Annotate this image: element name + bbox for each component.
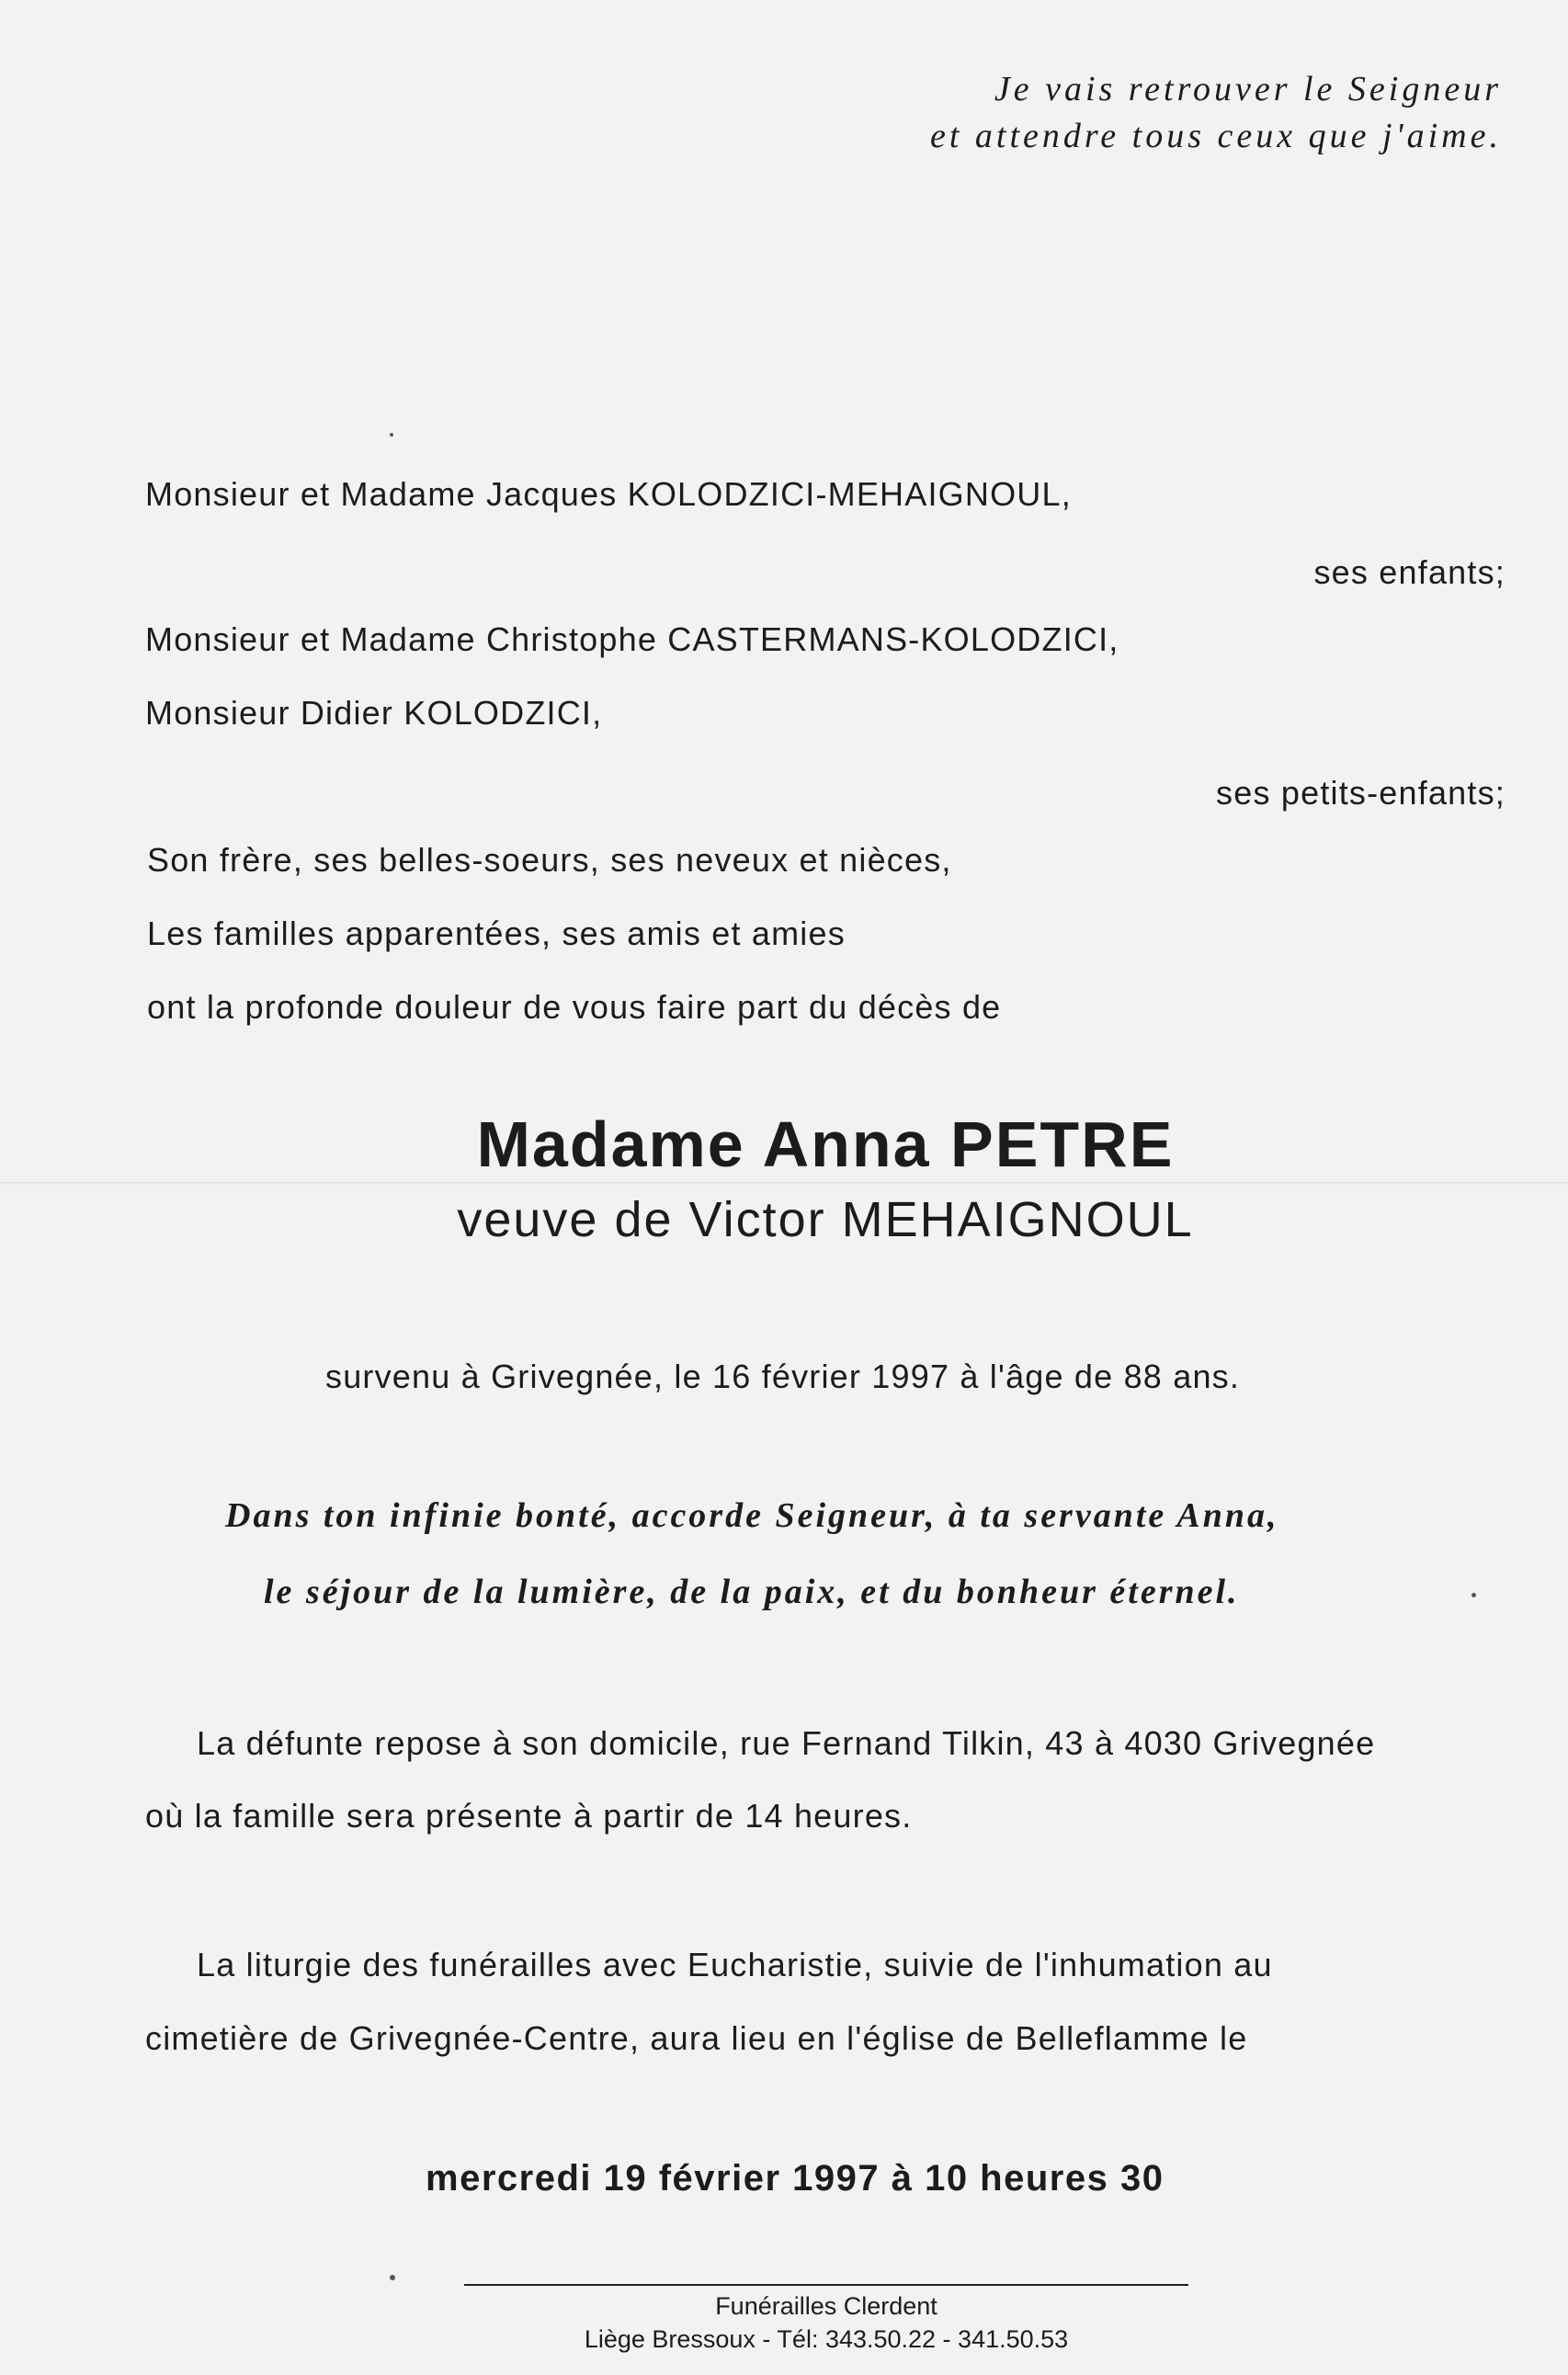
- footer-divider: [464, 2284, 1188, 2286]
- grandchild-names-2: Monsieur Didier KOLODZICI,: [145, 694, 603, 732]
- widow-of: veuve de Victor MEHAIGNOUL: [457, 1192, 1194, 1247]
- deceased-name: Madame Anna PETRE: [476, 1108, 1175, 1180]
- announcement-line: ont la profonde douleur de vous faire part du décès de: [147, 988, 1002, 1026]
- epigraph-line-1: Je vais retrouver le Seigneur: [994, 70, 1502, 108]
- repose-line-1: La défunte repose à son domicile, rue Fernand Tilkin, 43 à 4030 Grivegnée: [197, 1724, 1376, 1762]
- children-label: ses enfants;: [1313, 553, 1506, 591]
- paper-fold-crease: [0, 1182, 1568, 1186]
- relatives-line-1: Son frère, ses belles-soeurs, ses neveux et nièces,: [147, 841, 952, 879]
- paper-speck: [1471, 1593, 1476, 1597]
- paper-speck: [390, 433, 393, 437]
- funeral-line-1: La liturgie des funérailles avec Eucharistie, suivie de l'inhumation au: [197, 1946, 1273, 1983]
- grandchild-names-1: Monsieur et Madame Christophe CASTERMANS-KOLODZICI,: [145, 620, 1119, 658]
- children-names: Monsieur et Madame Jacques KOLODZICI-MEHAIGNOUL,: [145, 475, 1072, 513]
- footer-company: Funérailles Clerdent: [715, 2292, 937, 2320]
- relatives-line-2: Les familles apparentées, ses amis et amies: [147, 915, 846, 952]
- repose-line-2: où la famille sera présente à partir de 14 heures.: [145, 1797, 913, 1835]
- funeral-datetime: mercredi 19 février 1997 à 10 heures 30: [426, 2158, 1165, 2199]
- death-info: survenu à Grivegnée, le 16 février 1997 à l'âge de 88 ans.: [325, 1358, 1241, 1395]
- footer-contact: Liège Bressoux - Tél: 343.50.22 - 341.50.53: [584, 2325, 1069, 2353]
- funeral-line-2: cimetière de Grivegnée-Centre, aura lieu en l'église de Belleflamme le: [145, 2019, 1248, 2057]
- epigraph-line-2: et attendre tous ceux que j'aime.: [929, 117, 1502, 155]
- prayer-line-1: Dans ton infinie bonté, accorde Seigneur, à ta servante Anna,: [225, 1496, 1279, 1535]
- grandchildren-label: ses petits-enfants;: [1216, 774, 1506, 812]
- paper-speck: [390, 2275, 395, 2280]
- prayer-line-2: le séjour de la lumière, de la paix, et du bonheur éternel.: [264, 1573, 1240, 1611]
